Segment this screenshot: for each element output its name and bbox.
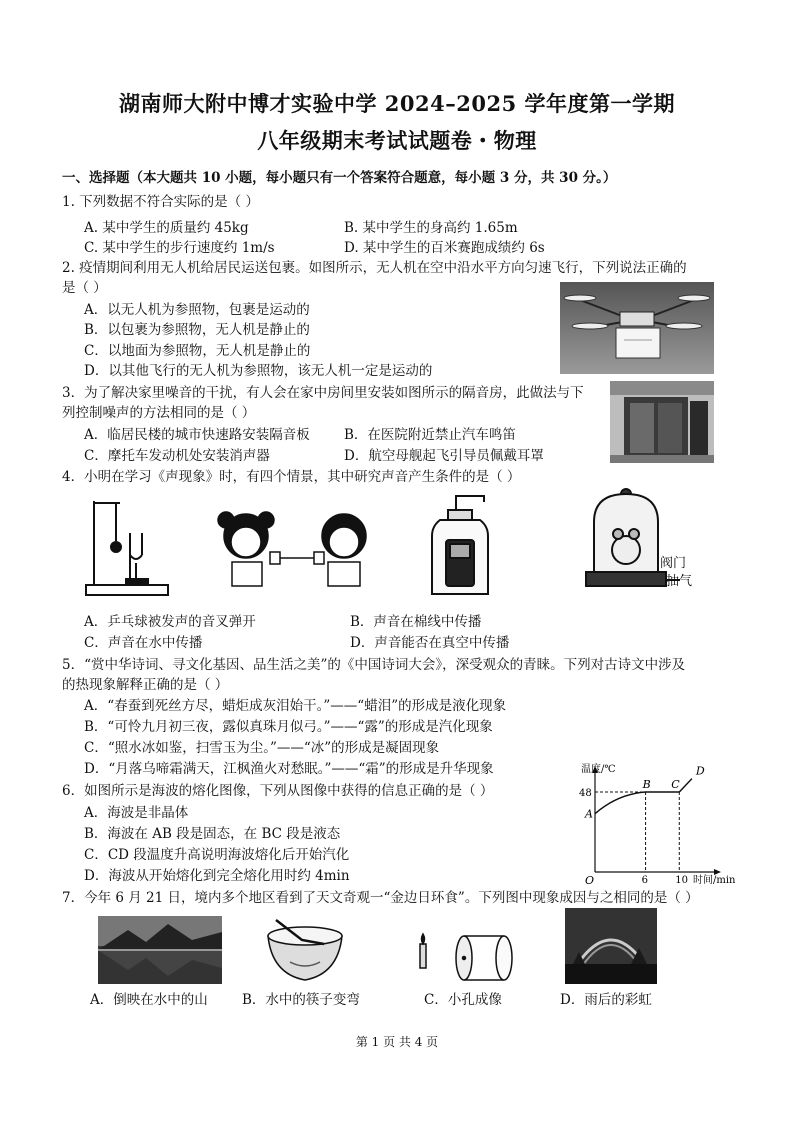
q6-stem: 6．如图所示是海波的熔化图像，下列从图像中获得的信息正确的是（ ） [62, 783, 494, 799]
point-label-c: C [671, 778, 680, 791]
q7-option-d: D．雨后的彩虹 [560, 992, 652, 1008]
q2-option-b: B．以包裹为参照物，无人机是静止的 [84, 322, 310, 338]
q1-option-b: B. 某中学生的身高约 1.65m [344, 220, 518, 236]
chopsticks-bowl-photo [262, 914, 348, 984]
q4-option-b: B．声音在棉线中传播 [350, 614, 482, 630]
q5-option-a: A．“春蚕到死丝方尽，蜡炬成灰泪始干。”——“蜡泪”的形成是液化现象 [84, 698, 507, 714]
drone-photo [560, 282, 714, 374]
q3-option-c: C．摩托车发动机处安装消声器 [84, 448, 270, 464]
q1-stem: 1. 下列数据不符合实际的是（ ） [62, 194, 259, 210]
q7-option-a: A．倒映在水中的山 [90, 992, 208, 1008]
q3-option-a: A．临居民楼的城市快速路安装隔音板 [84, 427, 310, 443]
page-title: 湖南师大附中博才实验中学 2024–2025 学年度第一学期 [118, 91, 675, 116]
x-tick-label: 10 [675, 875, 689, 886]
q7-stem: 7．今年 6 月 21 日，境内多个地区看到了天文奇观一“金边日环食”。下列图中现象成因与之相同的是（ ） [62, 890, 699, 906]
q1-option-d: D. 某中学生的百米赛跑成绩约 6s [344, 240, 545, 256]
rainbow-photo [565, 908, 657, 984]
q3-stem-line1: 3．为了解决家里噪音的干扰，有人会在家中房间里安装如图所示的隔音房，此做法与下 [62, 385, 584, 401]
pump-label: 抽气 [666, 574, 693, 589]
q2-stem-line1: 2. 疫情期间利用无人机给居民运送包裹。如图所示，无人机在空中沿水平方向匀速飞行，下列说法正确的 [62, 260, 687, 276]
point-label-a: A [585, 807, 593, 821]
string-telephone-figure [210, 508, 380, 594]
q6-option-a: A．海波是非晶体 [84, 805, 189, 821]
q4-stem: 4．小明在学习《声现象》时，有四个情景，其中研究声音产生条件的是（ ） [62, 469, 521, 485]
q2-option-d: D．以其他飞行的无人机为参照物，该无人机一定是运动的 [84, 363, 433, 379]
x-tick-label: 6 [641, 875, 648, 886]
page-number: 第 1 页 共 4 页 [355, 1035, 439, 1049]
y-tick-label: 48 [579, 788, 592, 799]
q5-option-c: C．“照水冰如鉴，扫雪玉为尘。”——“冰”的形成是凝固现象 [84, 740, 440, 756]
q2-option-c: C．以地面为参照物，无人机是静止的 [84, 343, 311, 359]
y-axis-label: 温度/℃ [581, 764, 616, 775]
soundproof-room-photo [610, 381, 714, 463]
q5-option-d: D．“月落乌啼霜满天，江枫渔火对愁眠。”——“霜”的形成是升华现象 [84, 761, 494, 777]
q6-option-c: C．CD 段温度升高说明海波熔化后开始汽化 [84, 847, 350, 863]
x-axis-label: 时间/min [693, 875, 735, 886]
point-label-b: B [642, 778, 651, 791]
q3-option-b: B．在医院附近禁止汽车鸣笛 [344, 427, 516, 443]
pinhole-camera-figure [418, 926, 518, 984]
point-label-d: D [695, 764, 705, 778]
q1-option-a: A. 某中学生的质量约 45kg [84, 220, 249, 236]
bell-jar-figure [580, 486, 710, 598]
q3-option-d: D．航空母舰起飞引导员佩戴耳罩 [344, 448, 544, 464]
valve-label: 阀门 [660, 556, 687, 571]
tuning-fork-figure [80, 493, 172, 599]
page-subtitle: 八年级期末考试试题卷・物理 [257, 128, 537, 153]
q4-option-a: A．乒乓球被发声的音叉弹开 [84, 614, 256, 630]
q5-stem-line2: 的热现象解释正确的是（ ） [62, 677, 229, 693]
q4-option-c: C．声音在水中传播 [84, 635, 203, 651]
bottle-phone-figure [420, 490, 506, 602]
mountain-reflection-photo [98, 916, 222, 984]
q4-option-d: D．声音能否在真空中传播 [350, 635, 510, 651]
q7-option-b: B．水中的筷子变弯 [242, 992, 360, 1008]
q7-option-c: C．小孔成像 [424, 992, 502, 1008]
q5-stem-line1: 5．“赏中华诗词、寻文化基因、品生活之美”的《中国诗词大会》，深受观众的青睐。下列对古诗文中涉及 [62, 657, 686, 673]
q6-option-d: D．海波从开始熔化到完全熔化用时约 4min [84, 868, 350, 884]
q1-option-c: C. 某中学生的步行速度约 1m/s [84, 240, 275, 256]
melting-curve-chart [555, 760, 735, 890]
q3-stem-line2: 列控制噪声的方法相同的是（ ） [62, 405, 256, 421]
q6-option-b: B．海波在 AB 段是固态，在 BC 段是液态 [84, 826, 341, 842]
q5-option-b: B．“可怜九月初三夜，露似真珠月似弓。”——“露”的形成是汽化现象 [84, 719, 493, 735]
q2-stem-line2: 是（ ） [62, 280, 107, 296]
section-heading: 一、选择题（本大题共 10 小题，每小题只有一个答案符合题意，每小题 3 分，共 30 分。） [62, 170, 617, 186]
origin-label: O [585, 874, 595, 887]
q2-option-a: A．以无人机为参照物，包裹是运动的 [84, 302, 310, 318]
